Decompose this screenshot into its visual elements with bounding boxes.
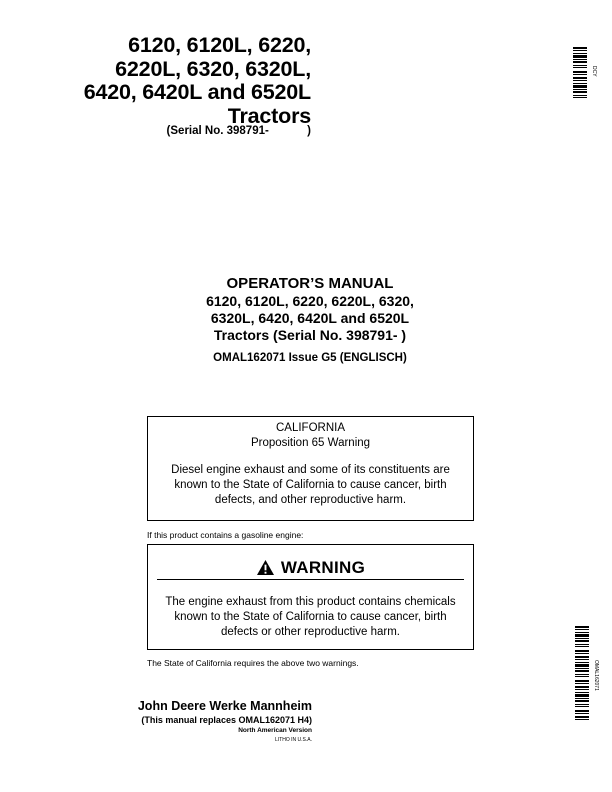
replaces-note: (This manual replaces OMAL162071 H4) [141, 715, 312, 725]
california-heading: CALIFORNIA [275, 422, 345, 434]
warning-text [152, 595, 469, 640]
litho-note: LITHO IN U.S.A. [275, 737, 312, 743]
california-subheading: Proposition 65 Warning [250, 437, 371, 449]
warning-text-line: known to the State of California to cause cancer, birth [174, 611, 447, 623]
document-title [20, 34, 311, 128]
title-line: Tractors [227, 103, 311, 128]
title-line: 6220L, 6320, 6320L, [115, 56, 311, 81]
title-line: 6120, 6120L, 6220, [128, 33, 311, 57]
barcode-bottom [575, 626, 589, 722]
california-text-line: defects, and other reproductive harm. [214, 494, 407, 506]
publisher-name: John Deere Werke Mannheim [137, 699, 312, 713]
gasoline-warning-box [147, 544, 474, 650]
version-note: North American Version [238, 727, 312, 734]
title-line: 6420, 6420L and 6520L [83, 80, 311, 104]
manual-model-line: 6320L, 6420, 6420L and 6520L [210, 310, 410, 326]
california-warning-box [147, 416, 474, 521]
manual-heading: OPERATOR’S MANUAL [226, 275, 394, 292]
warning-header [157, 555, 464, 580]
gasoline-note: If this product contains a gasoline engine: [147, 530, 304, 540]
barcode-top-label: DCY [591, 66, 597, 77]
california-text-line: known to the State of California to cause cancer, birth [174, 479, 447, 491]
warning-text-line: The engine exhaust from this product contains chemicals [165, 596, 456, 608]
manual-info [140, 275, 480, 364]
title-serial: (Serial No. 398791- ) [166, 125, 311, 137]
barcode-bottom-label: OMAL162071 [593, 660, 599, 691]
warning-triangle-icon [256, 559, 275, 576]
warning-title: WARNING [280, 557, 366, 577]
state-requirement-note: The State of California requires the above two warnings. [147, 658, 359, 668]
warning-text-line: defects or other reproductive harm. [221, 626, 400, 638]
manual-code: OMAL162071 Issue G5 (ENGLISCH) [213, 352, 407, 364]
manual-models [140, 293, 480, 344]
barcode-top [573, 47, 587, 101]
manual-model-line: 6120, 6120L, 6220, 6220L, 6320, [206, 293, 414, 309]
california-text-line: Diesel engine exhaust and some of its constituents are [171, 464, 450, 476]
manual-model-line: Tractors (Serial No. 398791- ) [213, 327, 407, 343]
